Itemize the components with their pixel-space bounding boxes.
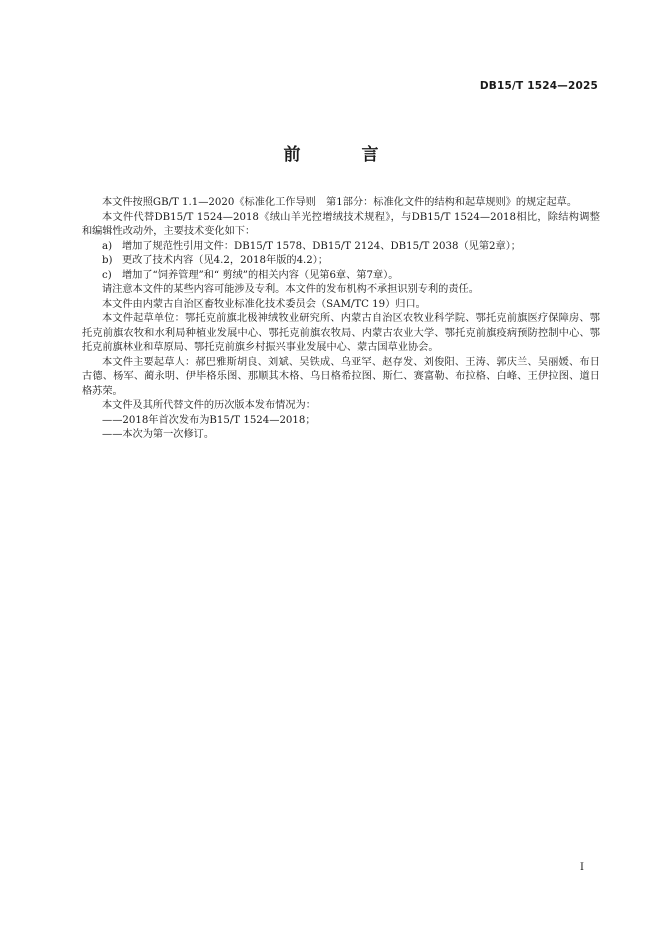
paragraph-history-intro: 本文件及其所代替文件的历次版本发布情况为： bbox=[102, 400, 316, 411]
list-marker: c) bbox=[102, 269, 112, 281]
page-title: 前 言 bbox=[283, 145, 401, 165]
foreword-body bbox=[82, 196, 600, 443]
list-item bbox=[82, 269, 600, 284]
list-item bbox=[82, 254, 600, 269]
list-text: 增加了规范性引用文件：DB15/T 1578、DB15/T 2124、DB15/T 2038（见第2章）； bbox=[122, 240, 521, 252]
paragraph-replacement: 本文件代替DB15/T 1524—2018《绒山羊光控增绒技术规程》，与DB15/T 1524—2018相比，除结构调整和编辑性改动外，主要技术变化如下： bbox=[82, 211, 600, 237]
history-item: ——本次为第一次修订。 bbox=[102, 429, 215, 440]
document-code: DB15/T 1524—2025 bbox=[479, 80, 598, 92]
paragraph-committee: 本文件由内蒙古自治区畜牧业标准化技术委员会（SAM/TC 19）归口。 bbox=[102, 298, 426, 310]
history-item: ——2018年首次发布为B15/T 1524—2018； bbox=[102, 414, 316, 426]
list-marker: a) bbox=[102, 240, 113, 252]
list-text: 增加了“饲养管理”和“ 剪绒”的相关内容（见第6章、第7章）。 bbox=[122, 269, 399, 281]
paragraph-drafting-units: 本文件起草单位：鄂托克前旗北极神绒牧业研究所、内蒙古自治区农牧业科学院、鄂托克前旗医疗保障房、鄂托克前旗农牧和水利局种植业发展中心、鄂托克前旗农牧局、内蒙古农业大学、鄂托克前旗疫病预防控制中心、鄂托克前旗林业和草原局、鄂托克前旗乡村振兴事业发展中心、蒙古国草业协会。 bbox=[82, 313, 600, 353]
paragraph-drafting-basis: 本文件按照GB/T 1.1—2020《标准化工作导则 第1部分：标准化文件的结构和起草规则》的规定起草。 bbox=[102, 197, 578, 208]
list-marker: b) bbox=[102, 255, 113, 266]
list-item bbox=[82, 240, 600, 255]
page-number: I bbox=[580, 862, 584, 873]
list-text: 更改了技术内容（见4.2，2018年版的4.2）； bbox=[122, 255, 329, 266]
paragraph-drafters: 本文件主要起草人：郝巴雅斯胡良、刘斌、吴铁成、乌亚罕、赵存发、刘俊阳、王涛、郭庆兰、吴丽媛、布日古德、杨军、蔺永明、伊毕格乐图、那顺其木格、乌日格希拉图、斯仁、赛富勒、布拉格、白峰、王伊拉图、道日格苏荣。 bbox=[82, 356, 600, 397]
paragraph-patent-notice: 请注意本文件的某些内容可能涉及专利。本文件的发布机构不承担识别专利的责任。 bbox=[102, 284, 479, 295]
